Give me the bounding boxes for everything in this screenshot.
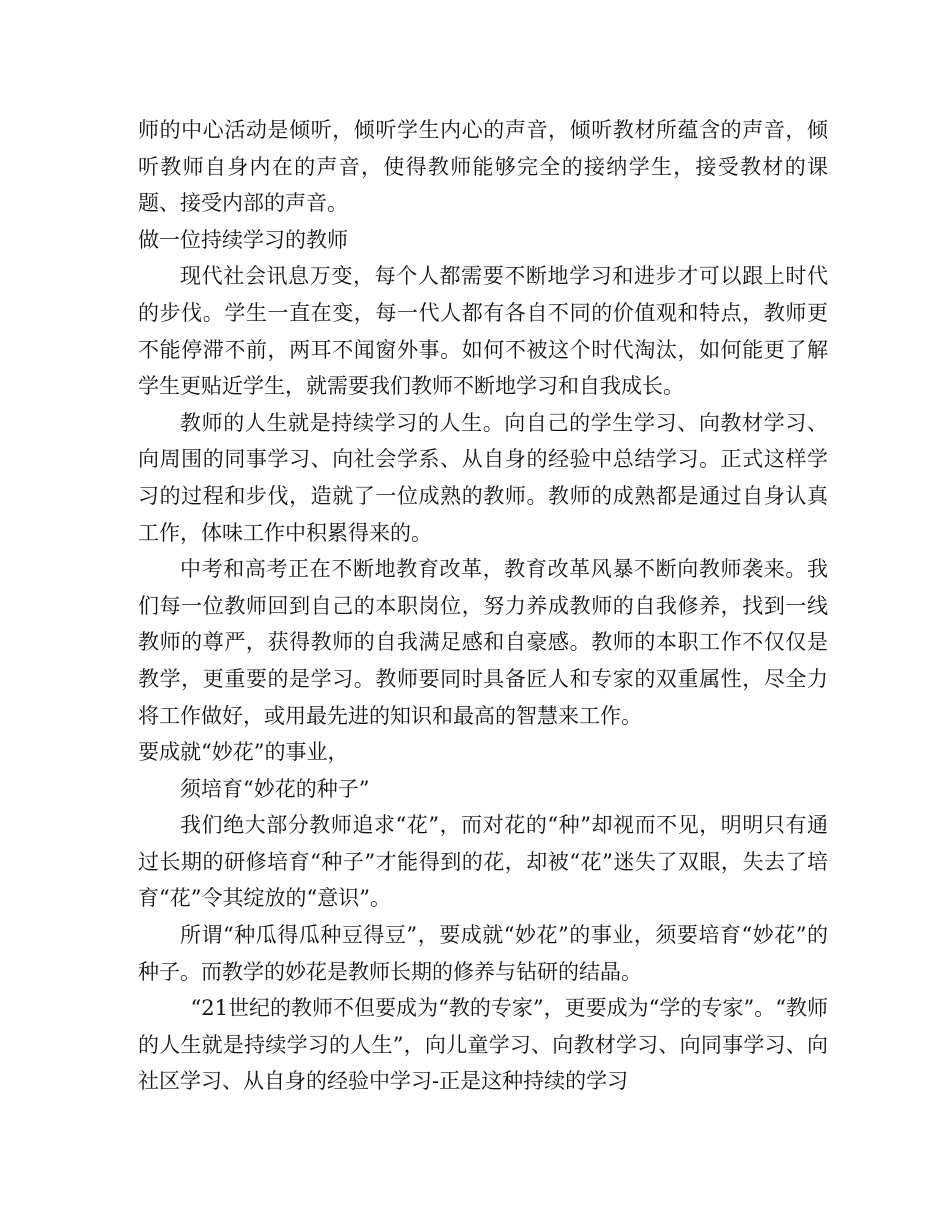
section-heading-line-2: 须培育“妙花的种子” <box>180 776 370 801</box>
paragraph: 中考和高考正在不断地教育改革，教育改革风暴不断向教师袭来。我们每一位教师回到自己的本职岗位，努力养成教师的自我修养，找到一线教师的尊严，获得教师的自我满足感和自豪感。教师的本职工作不仅仅是教学，更重要的是学习。教师要同时具备匠人和专家的双重属性，尽全力将工作做好，或用最先进的知识和最高的智慧来工作。 <box>138 557 828 728</box>
paragraph: “21世纪的教师不但要成为“教的专家”，更要成为“学的专家”。“教师的人生就是持续学习的人生”，向儿童学习、向教材学习、向同事学习、向社区学习、从自身的经验中学习-正是这种持续的学习 <box>138 996 828 1094</box>
paragraph: 我们绝大部分教师追求“花”，而对花的“种”却视而不见，明明只有通过长期的研修培育“种子”才能得到的花，却被“花”迷失了双眼，失去了培育“花”令其绽放的“意识”。 <box>138 813 828 911</box>
document-body <box>138 112 828 1100</box>
section-heading-continuous-learning: 做一位持续学习的教师 <box>138 227 348 252</box>
paragraph: 所谓“种瓜得瓜种豆得豆”，要成就“妙花”的事业，须要培育“妙花”的种子。而教学的妙花是教师长期的修养与钻研的结晶。 <box>138 923 828 984</box>
paragraph: 教师的人生就是持续学习的人生。向自己的学生学习、向教材学习、向周围的同事学习、向社会学系、从自身的经验中总结学习。正式这样学习的过程和步伐，造就了一位成熟的教师。教师的成熟都是通过自身认真工作，体味工作中积累得来的。 <box>138 410 828 545</box>
section-heading-line-1: 要成就“妙花”的事业， <box>138 740 349 765</box>
paragraph-continued: 师的中心活动是倾听，倾听学生内心的声音，倾听教材所蕴含的声音，倾听教师自身内在的声音，使得教师能够完全的接纳学生，接受教材的课题、接受内部的声音。 <box>138 118 828 216</box>
paragraph: 现代社会讯息万变，每个人都需要不断地学习和进步才可以跟上时代的步伐。学生一直在变，每一代人都有各自不同的价值观和特点，教师更不能停滞不前，两耳不闻窗外事。如何不被这个时代淘汰，如何能更了解学生更贴近学生，就需要我们教师不断地学习和自我成长。 <box>138 264 828 399</box>
